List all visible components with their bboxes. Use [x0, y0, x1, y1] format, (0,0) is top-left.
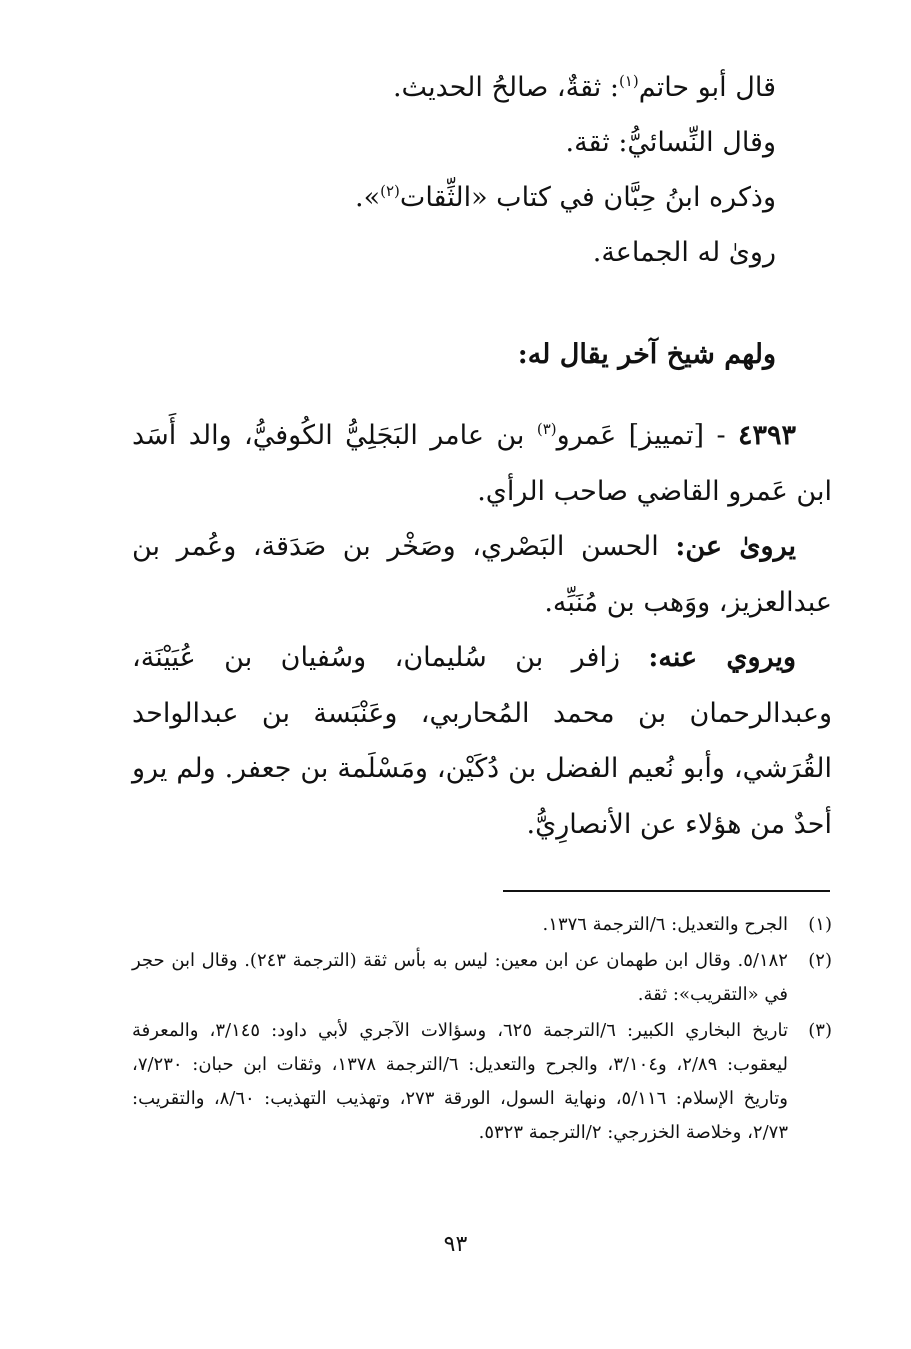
footnote-ref-1[interactable]: (١): [618, 72, 639, 90]
nasai-line: وقال النِّسائيُّ: ثقة.: [565, 127, 776, 158]
ibn-hibban-line: وذكره ابنُ حِبَّان في كتاب «الثِّقات$^{(٢)}$».: [355, 182, 776, 213]
footnote-text: ٥/١٨٢. وقال ابن طهمان عن ابن معين: ليس به بأس ثقة (الترجمة ٢٤٣). وقال ابن حجر في «التقريب»: ثقة.: [132, 950, 788, 1005]
entry-number: ٤٣٩٣: [737, 420, 796, 451]
biography-entry: [132, 408, 832, 852]
narrated-by-label: ويروي عنه:: [648, 642, 796, 673]
abu-hatim-line: قال أبو حاتم$^{(١)}$: ثقةٌ، صالحُ الحديث.: [392, 72, 776, 103]
entry-intro: ٤٣٩٣ - [تمييز] عَمرو$^{(٣)}$ بن عامر البَجَلِيُّ الكُوفيُّ، والد أَسَد ابن عَمرو القاضي صاحب الرأي.: [132, 420, 832, 507]
footnote-divider: [503, 890, 830, 892]
footnote-3: [132, 1014, 832, 1150]
footnote-number: (١): [808, 914, 832, 935]
footnote-ref-2[interactable]: (٢): [380, 182, 400, 200]
footnote-number: (٣): [808, 1020, 832, 1041]
footnote-text: الجرح والتعديل: ٦/الترجمة ١٣٧٦.: [542, 914, 788, 935]
footnotes: [132, 908, 832, 1150]
section-heading: ولهم شيخ آخر يقال له:: [517, 339, 776, 370]
narrator-assessments: [126, 60, 776, 280]
footnote-1: [132, 908, 832, 942]
narrated-by-group-line: روىٰ له الجماعة.: [592, 237, 776, 268]
narrates-from-paragraph: يروىٰ عن: الحسن البَصْري، وصَخْر بن صَدَقة، وعُمر بن عبدالعزيز، ووَهب بن مُنَبِّه.: [132, 531, 832, 618]
footnote-text: تاريخ البخاري الكبير: ٦/الترجمة ٦٢٥، وسؤالات الآجري لأبي داود: ٣/١٤٥، والمعرفة ليعقوب: ٢/٨٩، و٣/١٠٤، والجرح والتعديل: ٦/الترجمة ١٣٧٨، وثقات ابن حبان: ٧/٢٣٠، وتاريخ الإسلام: ٥/١١٦، ونهاية السول، الورقة ٢٧٣، وتهذيب التهذيب: ٨/٦٠، والتقريب: ٢/٧٣، وخلاصة الخزرجي: ٢/الترجمة ٥٣٢٣.: [132, 1020, 788, 1143]
footnote-2: [132, 944, 832, 1012]
page-number: ٩٣: [443, 1232, 468, 1257]
narrates-from-label: يروىٰ عن:: [675, 531, 796, 562]
narrated-by-paragraph: ويروي عنه: زافر بن سُليمان، وسُفيان بن عُيَيْنَة، وعبدالرحمان بن محمد المُحاربي، وعَنْبَسة بن عبدالواحد القُرَشي، وأبو نُعيم الفضل بن دُكَيْن، ومَسْلَمة بن جعفر. ولم يرو أحدٌ من هؤلاء عن الأنصارِيُّ.: [132, 642, 832, 840]
footnote-number: (٢): [808, 950, 832, 971]
footnote-ref-3[interactable]: (٣): [536, 420, 557, 438]
